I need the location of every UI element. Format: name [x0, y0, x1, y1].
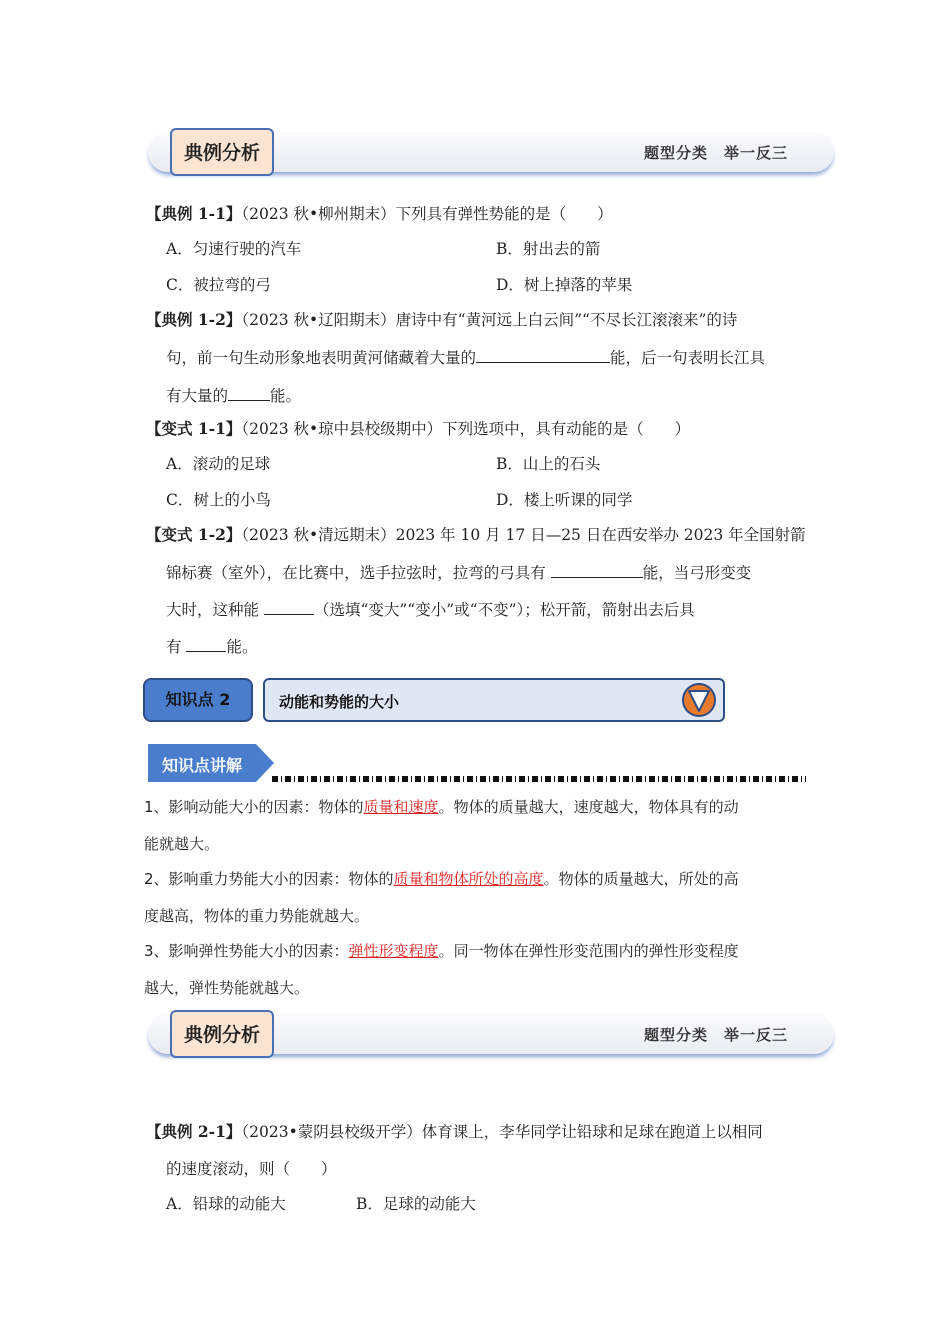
answer-blank[interactable] — [264, 599, 314, 615]
question-line — [166, 635, 257, 657]
explain-paragraph-1 — [144, 796, 739, 817]
variant-1-1 — [146, 417, 690, 439]
explain-tab — [148, 744, 276, 782]
question-1-2 — [146, 308, 737, 330]
knowledge-tag: 知识点 2 — [143, 678, 253, 722]
option-a: A．铅球的动能大 — [166, 1195, 286, 1213]
banner-subtitle: 题型分类 举一反三 — [643, 1026, 788, 1044]
banner-subtitle: 题型分类 举一反三 — [643, 144, 788, 162]
knowledge-title: 动能和势能的大小 — [279, 693, 400, 711]
dashed-divider — [272, 776, 806, 782]
option-a: A．匀速行驶的汽车 — [166, 240, 302, 258]
option-b: B．射出去的箭 — [496, 240, 601, 258]
answer-blank[interactable] — [228, 385, 270, 401]
question-2-1 — [146, 1120, 763, 1142]
option-a: A．滚动的足球 — [166, 455, 271, 473]
explain-label: 知识点讲解 — [162, 756, 243, 775]
text: 。同一物体在弹性形变范围内的弹性形变程度 — [438, 942, 739, 960]
question-line — [166, 598, 695, 620]
option-c: C．树上的小鸟 — [166, 491, 271, 509]
section-banner — [148, 1010, 834, 1062]
question-text: 能。 — [270, 387, 302, 405]
question-text: （2023 秋•清远期末）2023 年 10 月 17 日—25 日在西安举办 2023 年全国射箭 — [241, 526, 806, 544]
question-label: 【典例 1-2】 — [146, 310, 242, 329]
question-text: 有大量的 — [166, 387, 229, 405]
question-text: （2023 秋•琼中县校级期中）下列选项中，具有动能的是（ ） — [241, 420, 691, 438]
question-line: 的速度滚动，则（ ） — [166, 1160, 337, 1178]
question-text: 有 — [166, 638, 182, 656]
variant-1-2 — [146, 523, 806, 545]
section-banner — [148, 128, 834, 180]
question-label: 【变式 1-1】 — [146, 419, 242, 438]
question-text: （2023•蒙阴县校级开学）体育课上，李华同学让铅球和足球在跑道上以相同 — [241, 1123, 763, 1141]
answer-blank[interactable] — [476, 347, 610, 363]
banner-tag: 典例分析 — [170, 1010, 274, 1058]
question-text: （2023 秋•柳州期末）下列具有弹性势能的是（ ） — [241, 205, 613, 223]
question-text: 大时，这种能 — [166, 601, 260, 619]
text: 1、影响动能大小的因素：物体的 — [144, 798, 364, 816]
question-label: 【典例 2-1】 — [146, 1122, 242, 1141]
explain-paragraph-2 — [144, 868, 739, 889]
text: 2、影响重力势能大小的因素：物体的 — [144, 870, 394, 888]
option-d: D．树上掉落的苹果 — [496, 276, 633, 294]
question-text: 能，当弓形变变 — [642, 564, 752, 582]
question-text: （选填“变大”“变小”或“不变”）；松开箭，箭射出去后具 — [313, 601, 695, 619]
option-b: B．足球的动能大 — [356, 1195, 476, 1213]
question-line — [166, 346, 765, 368]
text: 3、影响弹性势能大小的因素： — [144, 942, 349, 960]
question-label: 【典例 1-1】 — [146, 204, 242, 223]
answer-blank[interactable] — [551, 562, 643, 578]
question-1-1 — [146, 202, 613, 224]
question-text: 句，前一句生动形象地表明黄河储藏着大量的 — [166, 349, 477, 367]
emphasis-text: 弹性形变程度 — [348, 942, 439, 960]
option-c: C．被拉弯的弓 — [166, 276, 271, 294]
explain-paragraph-3 — [144, 940, 739, 961]
explain-paragraph-2-cont: 度越高，物体的重力势能就越大。 — [144, 907, 370, 925]
emphasis-text: 质量和物体所处的高度 — [393, 870, 544, 888]
question-text: 能。 — [226, 638, 258, 656]
answer-blank[interactable] — [186, 636, 226, 652]
explain-paragraph-3-cont: 越大，弹性势能就越大。 — [144, 979, 310, 997]
banner-tag: 典例分析 — [170, 128, 274, 176]
option-d: D．楼上听课的同学 — [496, 491, 633, 509]
explain-paragraph-1-cont: 能就越大。 — [144, 835, 220, 853]
knowledge-header — [263, 678, 725, 722]
emphasis-text: 质量和速度 — [363, 798, 439, 816]
question-line — [166, 561, 751, 583]
question-text: （2023 秋•辽阳期末）唐诗中有“黄河远上白云间”“不尽长江滚滚来”的诗 — [241, 311, 738, 329]
option-b: B．山上的石头 — [496, 455, 601, 473]
question-line — [166, 384, 301, 406]
text: 。物体的质量越大，所处的高 — [543, 870, 739, 888]
question-label: 【变式 1-2】 — [146, 525, 242, 544]
question-text: 锦标赛（室外），在比赛中，选手拉弦时，拉弯的弓具有 — [166, 564, 546, 582]
chevron-down-circle-icon[interactable] — [681, 682, 717, 718]
text: 。物体的质量越大，速度越大，物体具有的动 — [438, 798, 739, 816]
question-text: 能，后一句表明长江具 — [610, 349, 766, 367]
